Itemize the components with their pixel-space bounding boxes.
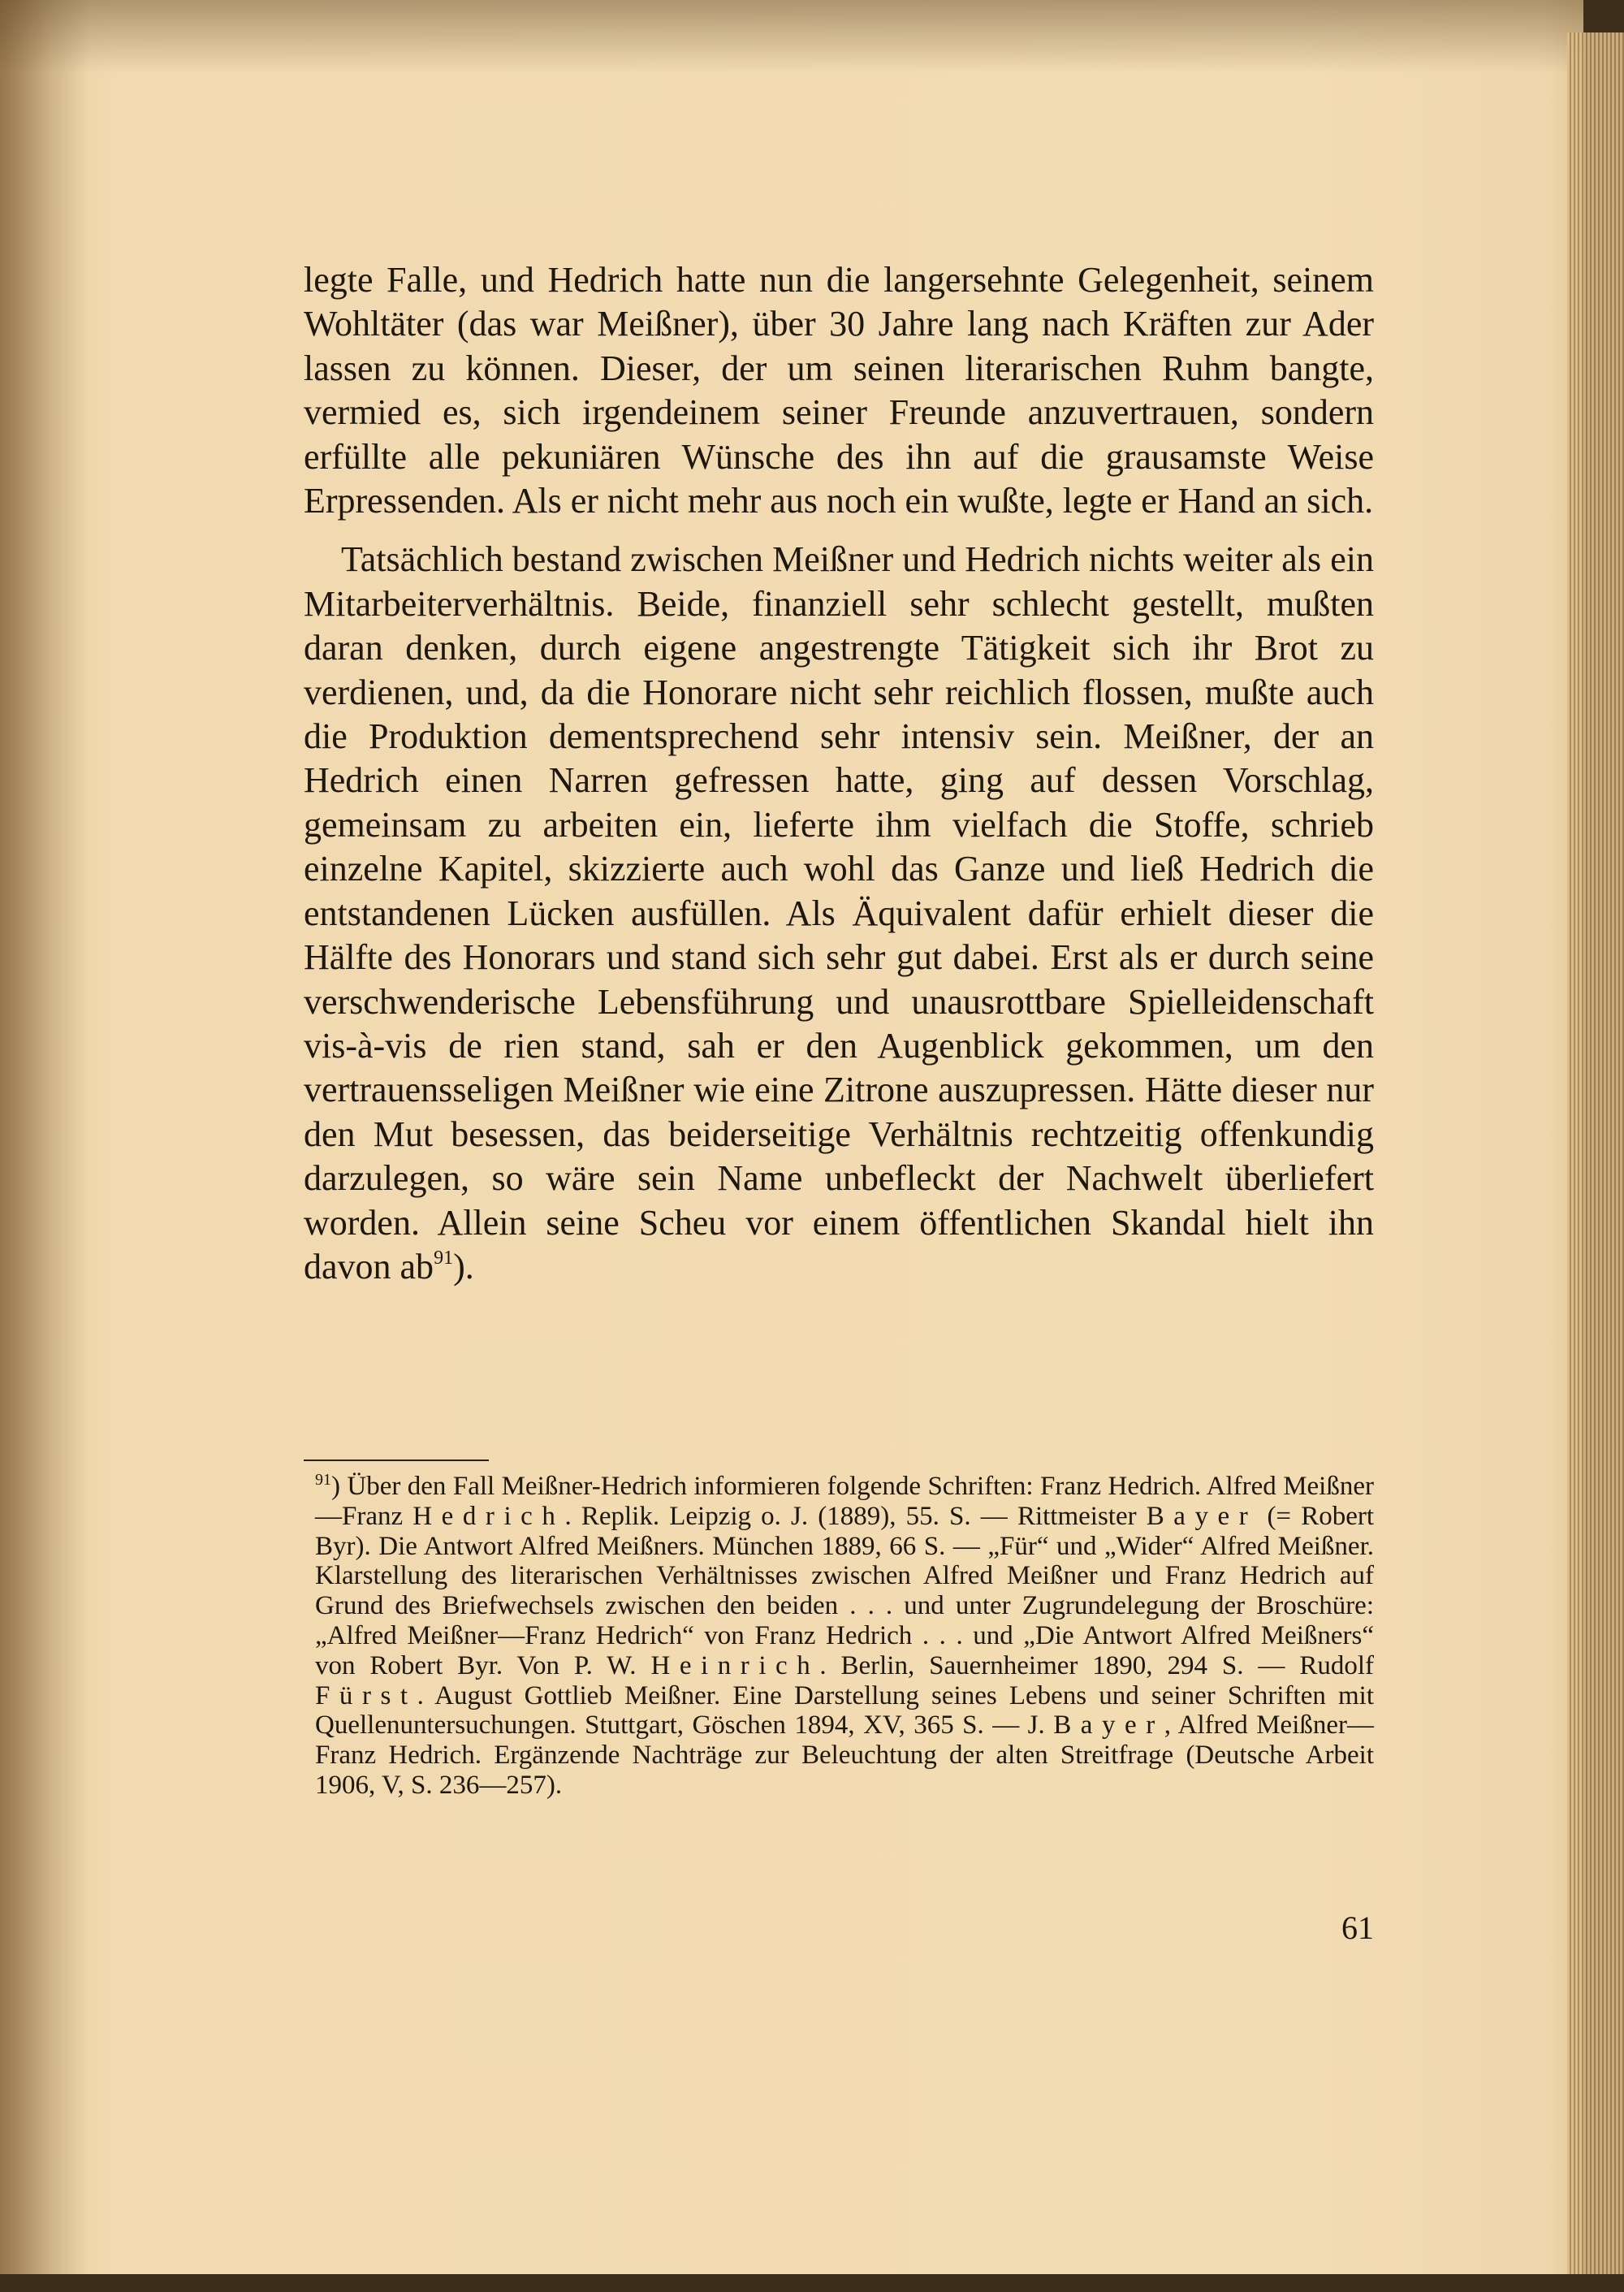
footnote-text-5: . August Gottlieb Meißner. Eine Darstellung seines Lebens und seiner Schriften mit Quellenuntersuchungen. Stuttgart, Göschen 1894, XV, 365 S. — J. bbox=[315, 1680, 1374, 1741]
scan-background-strip bbox=[0, 2274, 1624, 2292]
gutter-shadow bbox=[0, 0, 89, 2292]
footnote-91 bbox=[315, 1472, 1374, 1801]
footnote-mark: 91 bbox=[315, 1471, 331, 1489]
footnote-spaced-name-fuerst: Fürst bbox=[315, 1680, 417, 1710]
footnote-text-1: Über den Fall Meißner-Hedrich informieren folgende Schriften: Franz Hedrich. Alfred Meißner—Franz bbox=[315, 1472, 1374, 1531]
footnote-reference: 91 bbox=[434, 1247, 454, 1269]
footnote-text-4: . Berlin, Sauernheimer 1890, 294 S. — Rudolf bbox=[819, 1650, 1374, 1680]
footnote-mark-close: ) bbox=[331, 1472, 340, 1501]
footnote-text-2: . Replik. Leipzig o. J. (1889), 55. S. — Rittmeister bbox=[564, 1501, 1147, 1531]
top-edge-shadow bbox=[0, 0, 1583, 73]
footnote-spaced-name-heinrich: Heinrich bbox=[650, 1650, 820, 1680]
footnote-spaced-name-hedrich: Hedrich bbox=[412, 1501, 565, 1531]
main-text-block bbox=[304, 258, 1374, 1289]
paragraph-1: legte Falle, und Hedrich hatte nun die langersehnte Gelegenheit, seinem Wohltäter (das war Meißner), über 30 Jahre lang nach Kräften zur Ader lassen zu können. Dieser, der um seinen literarischen Ruhm bangte, vermied es, sich irgendeinem seiner Freunde anzuvertrauen, sondern erfüllte alle pekuniären Wünsche des ihn auf die grausamste Weise Erpressenden. Als er nicht mehr aus noch ein wußte, legte er Hand an sich. bbox=[304, 260, 1374, 521]
footnote-separator-rule bbox=[304, 1460, 489, 1461]
page-number: 61 bbox=[1341, 1909, 1374, 1946]
footnote-spaced-name-bayer-2: Bayer bbox=[1053, 1710, 1164, 1741]
page-edges-stack bbox=[1567, 32, 1624, 2292]
footnote-text-6: , Alfred Meißner—Franz Hedrich. Ergänzende Nachträge zur Beleuchtung der alten Streitfrage (Deutsche Arbeit 1906, V, S. 236—257). bbox=[315, 1710, 1374, 1800]
footnote-text-3: (= Robert Byr). Die Antwort Alfred Meißners. München 1889, 66 S. — „Für“ und „Wider“ Alfred Meißner. Klarstellung des literarischen Verhältnisses zwischen Alfred Meißner und Franz Hedrich auf Grund des Briefwechsels zwischen den beiden . . . und unter Zugrundelegung der Broschüre: „Alfred Meißner—Franz Hedrich“ von Franz Hedrich . . . und „Die Antwort Alfred Meißners“ von Robert Byr. Von P. W. bbox=[315, 1501, 1375, 1680]
paragraph-2-text: Tatsächlich bestand zwischen Meißner und Hedrich nichts weiter als ein Mitarbeiterverhältnis. Beide, finanziell sehr schlecht gestellt, mußten daran denken, durch eigene angestrengte Tätigkeit sich ihr Brot zu verdienen, und, da die Honorare nicht sehr reichlich flossen, mußte auch die Produktion dementsprechend sehr intensiv sein. Meißner, der an Hedrich einen Narren gefressen hatte, ging auf dessen Vorschlag, gemeinsam zu arbeiten ein, lieferte ihm vielfach die Stoffe, schrieb einzelne Kapitel, skizzierte auch wohl das Ganze und ließ Hedrich die entstandenen Lücken ausfüllen. Als Äquivalent dafür erhielt dieser die Hälfte des Honorars und stand sich sehr gut dabei. Erst als er durch seine verschwenderische Lebensführung und unausrottbare Spielleidenschaft vis-à-vis de rien stand, sah er den Augenblick gekommen, um den vertrauensseligen Meißner wie eine Zitrone auszupressen. Hätte dieser nur den Mut besessen, das beiderseitige Verhältnis rechtzeitig offenkundig darzulegen, so wäre sein Name unbefleckt der Nachwelt überliefert worden. Allein seine Scheu vor einem öffentlichen Skandal hielt ihn davon ab bbox=[304, 539, 1374, 1287]
paragraph-2-ending: ). bbox=[453, 1246, 474, 1287]
footnote-spaced-name-bayer: Bayer bbox=[1146, 1501, 1258, 1531]
paragraph-2 bbox=[304, 538, 1374, 1289]
